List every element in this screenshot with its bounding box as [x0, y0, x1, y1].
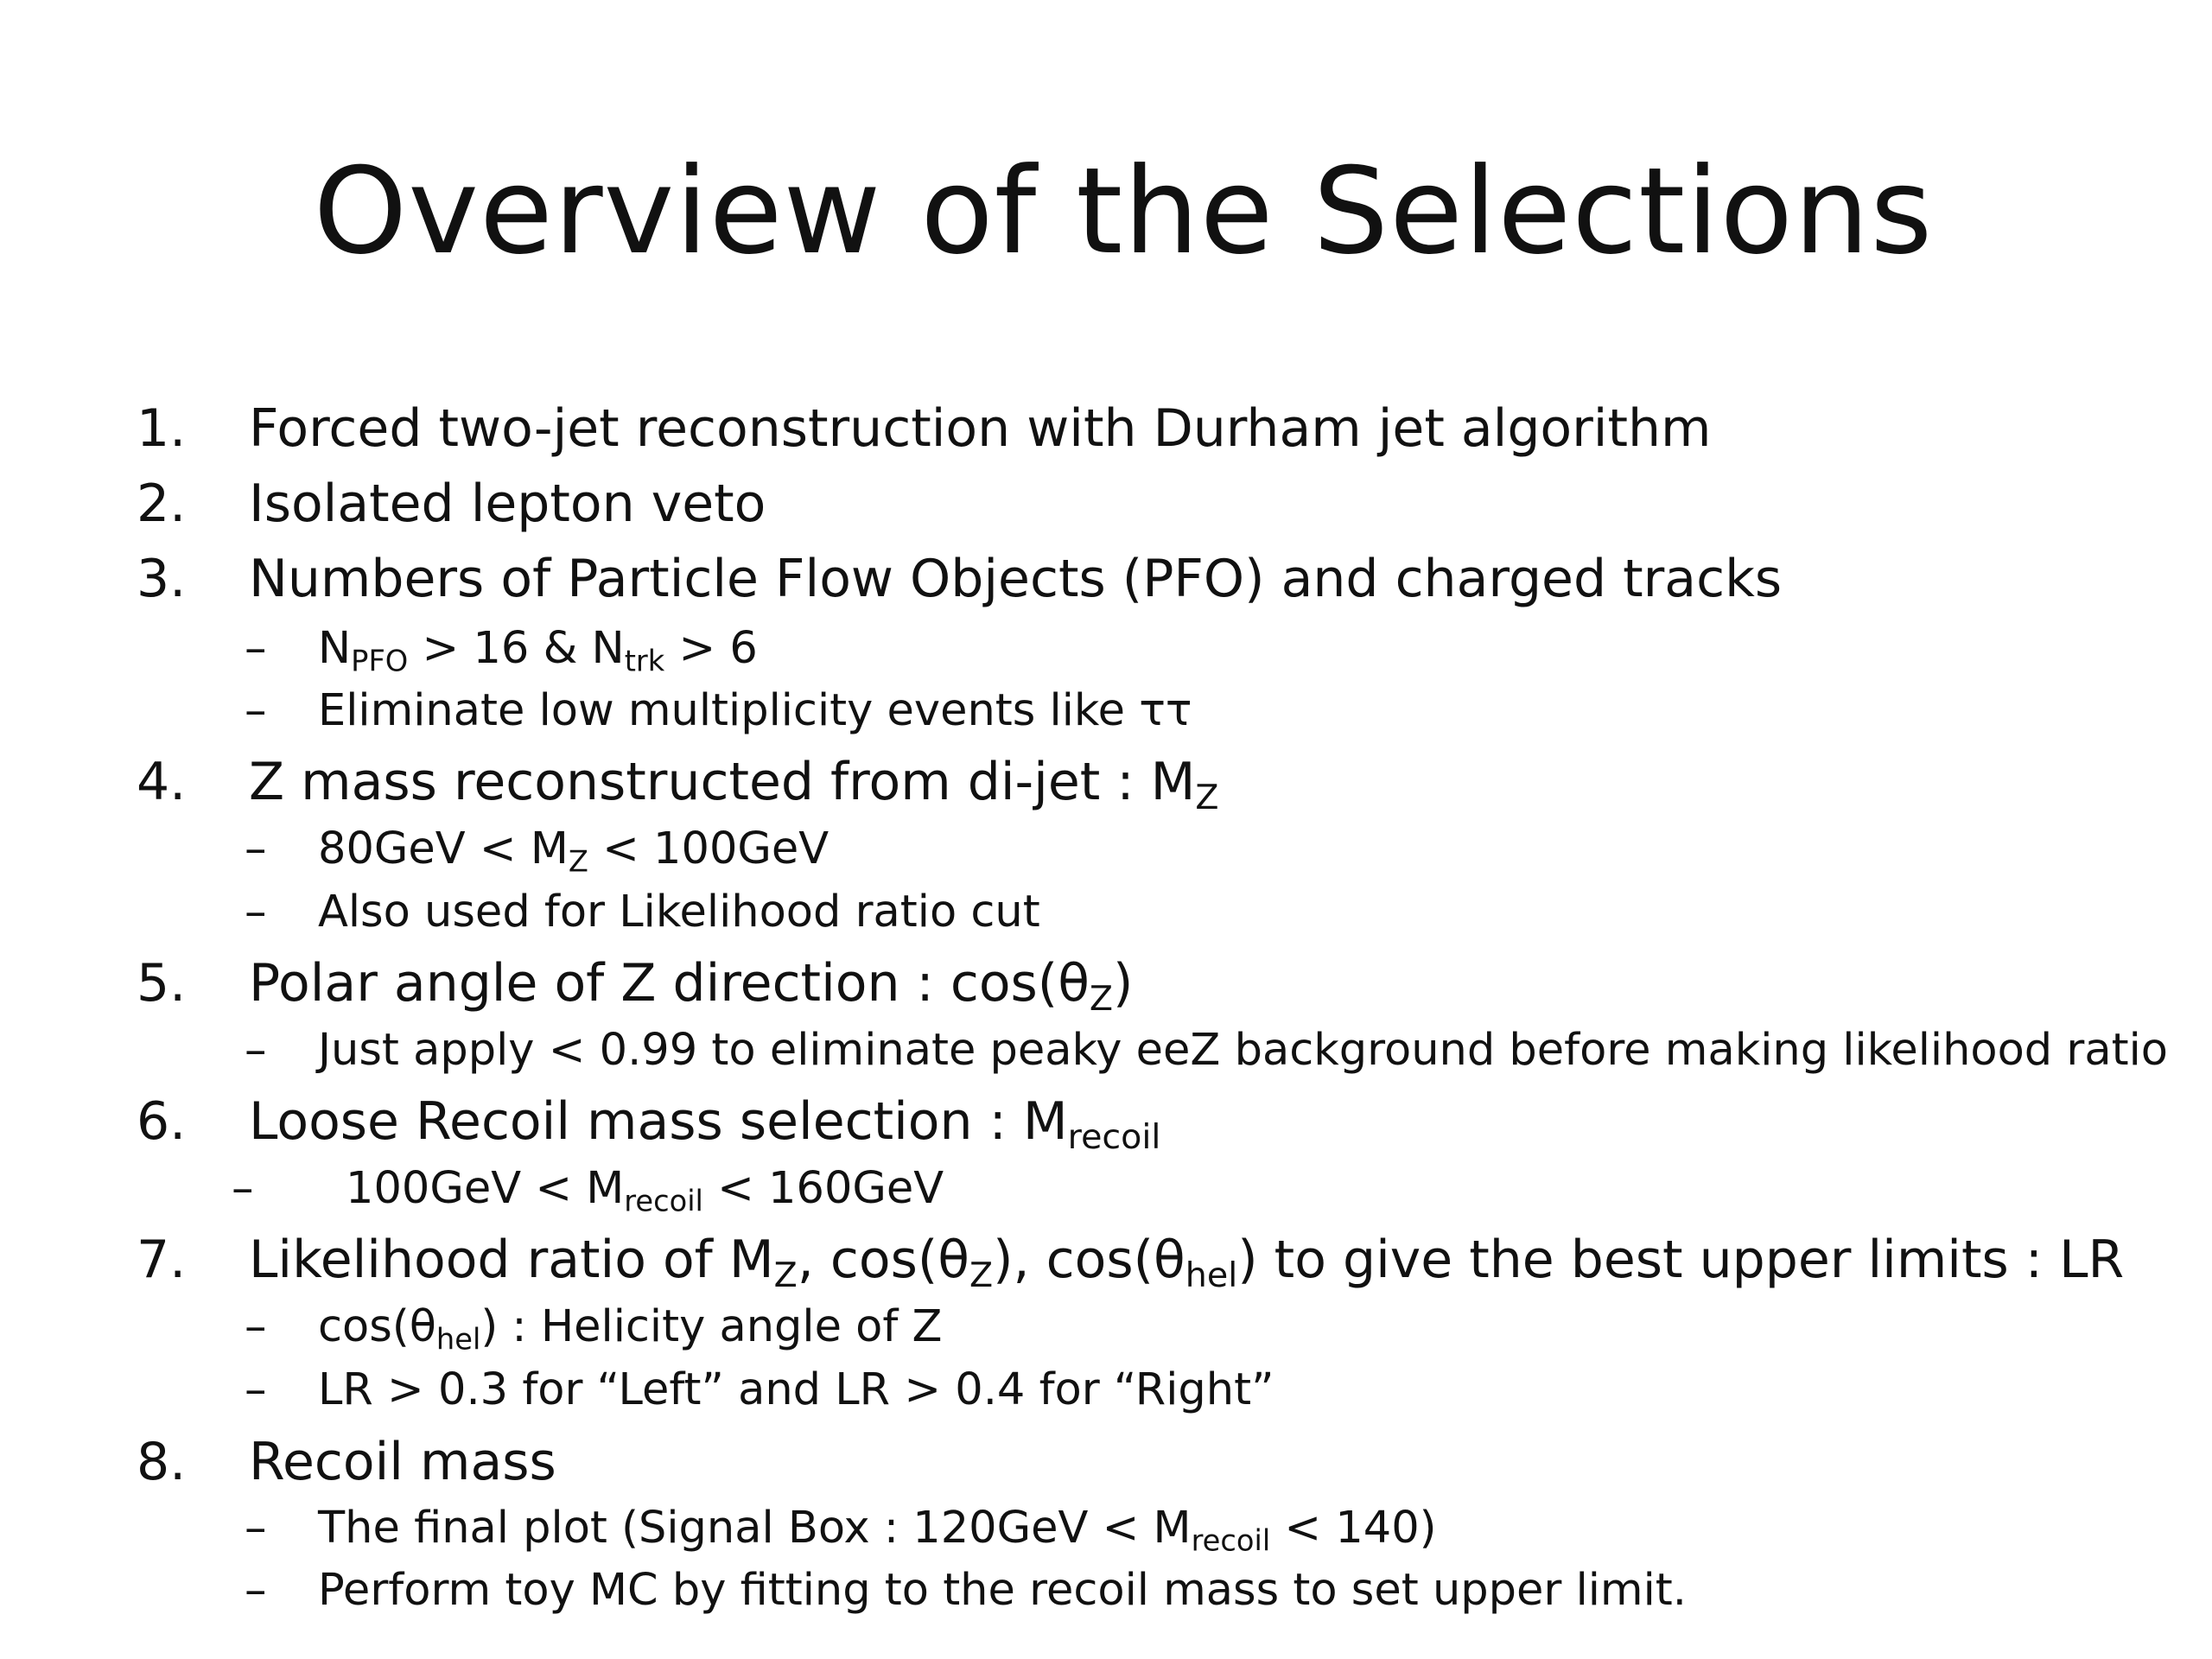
dash-bullet: – — [245, 623, 267, 674]
dash-bullet: – — [245, 1025, 267, 1076]
item-text: Likelihood ratio of $M_Z$, $\cos(\theta_Z)$, $\cos(\theta_{hel})$ to give the best upper limits : LR — [249, 1230, 2125, 1296]
item-number: 4. — [137, 752, 187, 812]
item-text: Loose Recoil mass selection : $M_{recoil}$ — [249, 1091, 1161, 1158]
item-number: 3. — [137, 549, 187, 609]
dash-bullet: – — [232, 1163, 254, 1214]
item-number: 8. — [137, 1432, 187, 1492]
sub-item-text: Eliminate low multiplicity events like ττ — [318, 685, 1192, 736]
item-number: 2. — [137, 474, 187, 534]
slide-title: Overview of the Selections — [313, 142, 1934, 281]
sub-item-text: $80GeV < M_Z < 100GeV$ — [318, 823, 830, 879]
sub-item-text: Perform toy MC by fitting to the recoil mass to set upper limit. — [318, 1565, 1687, 1616]
item-text: Polar angle of Z direction : $\cos(\theta_Z)$ — [249, 953, 1134, 1020]
item-number: 6. — [137, 1091, 187, 1152]
dash-bullet: – — [245, 1503, 267, 1554]
item-text: Z mass reconstructed from di-jet : $M_Z$ — [249, 752, 1219, 818]
item-number: 7. — [137, 1230, 187, 1290]
sub-item-text: $100GeV < M_{recoil} < 160GeV$ — [346, 1163, 944, 1218]
item-number: 5. — [137, 953, 187, 1014]
sub-item-text: $N_{PFO} > 16$ & $N_{trk} > 6$ — [318, 623, 758, 678]
item-text: Isolated lepton veto — [249, 474, 766, 534]
sub-item-text: LR > 0.3 for “Left” and LR > 0.4 for “Right” — [318, 1364, 1274, 1415]
dash-bullet: – — [245, 1364, 267, 1415]
sub-item-text: $\cos(\theta_{hel})$ : Helicity angle of Z — [318, 1301, 943, 1357]
dash-bullet: – — [245, 823, 267, 874]
item-text: Forced two-jet reconstruction with Durham jet algorithm — [249, 398, 1712, 459]
dash-bullet: – — [245, 1301, 267, 1352]
item-text: Recoil mass — [249, 1432, 556, 1492]
sub-item-text: The final plot (Signal Box : $120GeV < M_{recoil} < 140$) — [318, 1503, 1437, 1558]
dash-bullet: – — [245, 887, 267, 938]
dash-bullet: – — [245, 685, 267, 736]
item-text: Numbers of Particle Flow Objects (PFO) and charged tracks — [249, 549, 1783, 609]
sub-item-text: Also used for Likelihood ratio cut — [318, 887, 1040, 938]
item-number: 1. — [137, 398, 187, 459]
sub-item-text: Just apply < 0.99 to eliminate peaky eeZ background before making likelihood ratio — [318, 1025, 2168, 1076]
dash-bullet: – — [245, 1565, 267, 1616]
